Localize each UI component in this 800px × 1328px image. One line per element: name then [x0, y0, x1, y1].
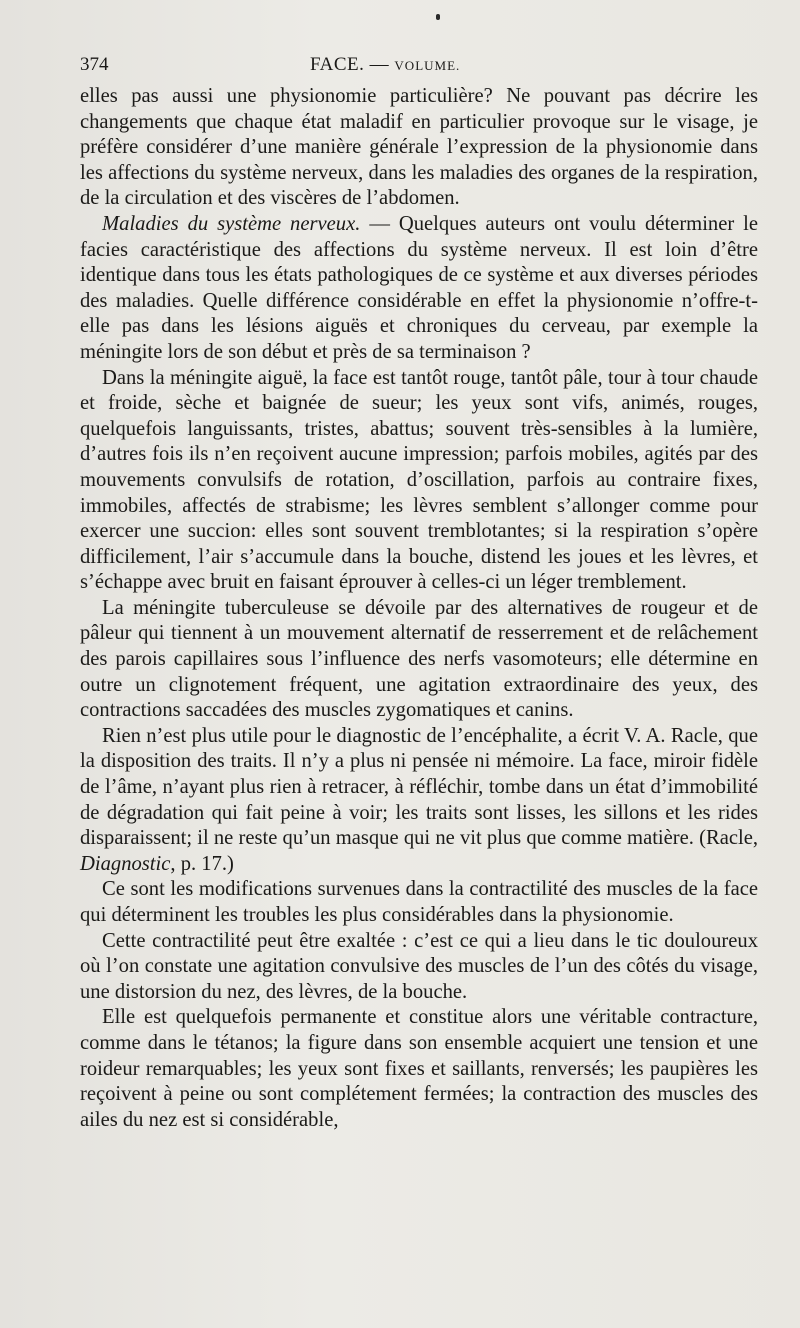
paragraph: Dans la méningite aiguë, la face est tantôt rouge, tantôt pâle, tour à tour chaude et froide, sèche et baignée de sueur; les yeux sont vifs, animés, rouges, quelquefois languissants, tristes, abattus; souvent très-sensibles à la lumière, d’autres fois ils n’en reçoivent aucune impression; parfois mobiles, agités par des mouvements convulsifs de rotation, d’oscillation, parfois au contraire fixes, immobiles, affectés de strabisme; les lèvres semblent s’allonger comme pour exercer une succion: elles sont souvent tremblotantes; si la respiration s’opère difficilement, l’air s’accumule dans la bouche, distend les joues et les lèvres, et s’échappe avec bruit en faisant éprouver à celles-ci un léger tremblement. [80, 366, 758, 594]
ink-speck [436, 14, 440, 20]
running-title-main: FACE. [310, 54, 365, 75]
running-header [80, 54, 758, 84]
page-number: 374 [80, 54, 109, 75]
running-title-sub: VOLUME. [394, 58, 461, 73]
paragraph: Rien n’est plus utile pour le diagnostic de l’encéphalite, a écrit V. A. Racle, que la disposition des traits. Il n’y a plus ni pensée ni mémoire. La face, miroir fidèle de l’âme, n’ayant plus rien à retracer, à réfléchir, tombe dans un état d’immobilité de dégradation qui fait peine à voir; les traits sont lisses, les sillons et les rides disparaissent; il ne reste qu’un masque qui ne vit plus que comme matière. (Racle, Diagnostic, p. 17.) [80, 724, 758, 875]
paragraph: Cette contractilité peut être exaltée : c’est ce qui a lieu dans le tic douloureux où l’on constate une agitation convulsive des muscles de l’un des côtés du visage, une distorsion du nez, des lèvres, de la bouche. [80, 929, 758, 1003]
running-title [310, 54, 460, 76]
paragraph: elles pas aussi une physionomie particulière? Ne pouvant pas décrire les changements que chaque état maladif en particulier provoque sur le visage, je préfère considérer d’une manière générale l’expression de la physionomie dans les affections du système nerveux, dans les maladies des organes de la respiration, de la circulation et des viscères de l’abdomen. [80, 85, 758, 210]
section-heading: Maladies du système nerveux. [102, 212, 361, 235]
paragraph: Elle est quelquefois permanente et constitue alors une véritable contracture, comme dans le tétanos; la figure dans son ensemble acquiert une tension et une roideur remarquables; les yeux sont fixes et saillants, renversés; les paupières les reçoivent à peine ou sont complétement fermées; la contraction des muscles des ailes du nez est si considérable, [80, 1006, 758, 1131]
paragraph: Maladies du système nerveux. — Quelques auteurs ont voulu déterminer le facies caractéristique des affections du système nerveux. Il est loin d’être identique dans tous les états pathologiques de ce système et aux diverses périodes des maladies. Quelle différence considérable en effet la physionomie n’offre-t-elle pas dans les lésions aiguës et chroniques du cerveau, par exemple la méningite lors de son début et près de sa terminaison ? [80, 212, 758, 363]
body-text [80, 84, 758, 1133]
running-title-separator: — [369, 54, 390, 75]
citation-title: Diagnostic [80, 852, 171, 875]
paragraph: La méningite tuberculeuse se dévoile par des alternatives de rougeur et de pâleur qui tiennent à un mouvement alternatif de resserrement et de relâchement des parois capillaires sous l’influence des nerfs vasomoteurs; elle détermine en outre un clignotement fréquent, une agitation extraordinaire des yeux, des contractions saccadées des muscles zygomatiques et canins. [80, 596, 758, 722]
paragraph: Ce sont les modifications survenues dans la contractilité des muscles de la face qui déterminent les troubles les plus considérables dans la physionomie. [80, 878, 758, 926]
